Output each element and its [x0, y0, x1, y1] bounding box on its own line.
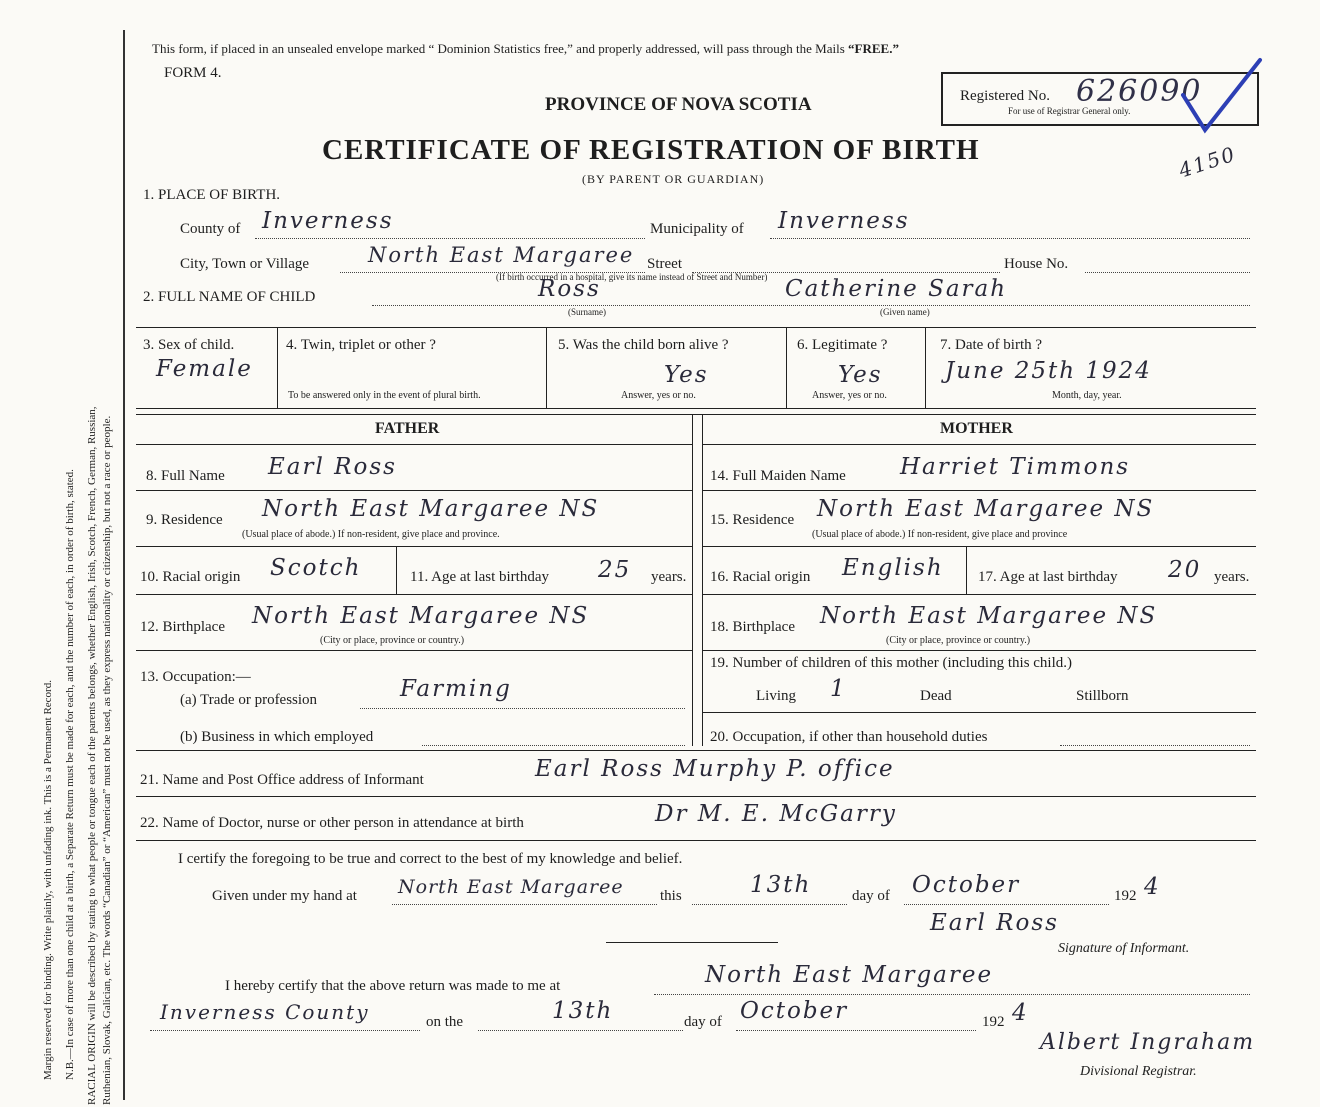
father-age-label: 11. Age at last birthday	[410, 569, 549, 585]
county-line	[255, 238, 645, 239]
sex-value: Female	[156, 356, 253, 382]
certificate-title: CERTIFICATE OF REGISTRATION OF BIRTH	[322, 134, 980, 166]
legitimate-note: Answer, yes or no.	[812, 390, 887, 401]
father-residence-value: North East Margaree NS	[262, 496, 600, 522]
municipality-line	[770, 238, 1250, 239]
father-age-value: 25	[598, 557, 632, 583]
check-mark-icon	[1175, 55, 1265, 135]
province-heading: PROVINCE OF NOVA SCOTIA	[545, 94, 812, 115]
father-age-unit: years.	[651, 569, 687, 585]
house-line	[1085, 272, 1250, 273]
doctor-label: 22. Name of Doctor, nurse or other person in attendance at birth	[140, 815, 524, 831]
mother-residence-value: North East Margaree NS	[817, 496, 1155, 522]
father-heading: FATHER	[375, 420, 440, 437]
row19-rule-right	[702, 712, 1256, 713]
reg-month-line	[736, 1030, 976, 1031]
day-line	[692, 904, 847, 905]
given-place-line	[392, 904, 657, 905]
certify-statement: I certify the foregoing to be true and correct to the best of my knowledge and belief.	[178, 851, 683, 867]
row-divider-1	[277, 327, 278, 408]
year-prefix: 192	[1114, 888, 1137, 904]
father-racial-value: Scotch	[270, 555, 362, 581]
city-value: North East Margaree	[368, 243, 635, 267]
sex-label: 3. Sex of child.	[143, 337, 235, 353]
columns-bottom-rule	[136, 750, 1256, 751]
mother-residence-label: 15. Residence	[710, 512, 795, 528]
given-label: Given under my hand at	[212, 888, 357, 904]
city-label: City, Town or Village	[180, 256, 310, 272]
reg-month-value: October	[740, 998, 849, 1024]
reg-day-value: 13th	[552, 998, 614, 1024]
mother-birthplace-label: 18. Birthplace	[710, 619, 795, 635]
mother-name-value: Harriet Timmons	[900, 454, 1131, 480]
mail-notice: This form, if placed in an unsealed envelope marked “ Dominion Statistics free,” and properly addressed, will pass through the Mails “FREE.”	[152, 41, 899, 56]
registrar-statement: I hereby certify that the above return was made to me at	[225, 978, 561, 994]
month-value: October	[912, 872, 1021, 898]
informant-label: 21. Name and Post Office address of Informant	[140, 772, 424, 788]
trade-label: (a) Trade or profession	[180, 692, 318, 708]
day-of-label: day of	[852, 888, 890, 904]
father-racial-label: 10. Racial origin	[140, 569, 241, 585]
row-divider-4	[925, 327, 926, 408]
living-value: 1	[830, 676, 847, 702]
reg-year-value: 4	[1012, 1000, 1029, 1026]
living-label: Living	[756, 688, 796, 704]
corner-mark: 4150	[1175, 141, 1240, 183]
row18-rule-right	[702, 650, 1256, 651]
mother-residence-note: (Usual place of abode.) If non-resident, give place and province	[812, 529, 1068, 540]
columns-top-rule	[136, 414, 1256, 415]
county-label: County of	[180, 221, 241, 237]
father-residence-note: (Usual place of abode.) If non-resident, give place and province.	[242, 529, 500, 540]
father-birthplace-label: 12. Birthplace	[140, 619, 225, 635]
twin-label: 4. Twin, triplet or other ?	[286, 337, 436, 353]
row-divider-3	[786, 327, 787, 408]
municipality-value: Inverness	[778, 208, 910, 234]
row9-rule-left	[136, 546, 692, 547]
row14-rule-right	[702, 490, 1256, 491]
given-caption: (Given name)	[880, 307, 930, 317]
margin-note-racial-words: Ruthenian, Slovak, Galician, etc. The words “Canadian” or “American” must not be used, as they express nationality or citizenship, but not a race or people.	[101, 415, 113, 1105]
mother-age-divider	[966, 546, 967, 594]
margin-note-racial-origin: RACIAL ORIGIN will be described by stating to what people or tongue each of the parents belongs, whether English, Irish, Scotch, French, German, Russian,	[86, 406, 98, 1105]
registrar-place-value: North East Margaree	[705, 962, 994, 988]
registrar-county-line	[150, 1030, 420, 1031]
registrar-place-line	[654, 994, 1250, 995]
mother-age-label: 17. Age at last birthday	[978, 569, 1118, 585]
hospital-note: (If birth occurred in a hospital, give its name instead of Street and Number)	[496, 272, 768, 282]
mother-name-label: 14. Full Maiden Name	[710, 468, 846, 484]
form-number: FORM 4.	[164, 65, 222, 81]
given-place-value: North East Margaree	[398, 876, 624, 898]
legitimate-label: 6. Legitimate ?	[797, 337, 888, 353]
father-birthplace-value: North East Margaree NS	[252, 603, 590, 629]
column-divider-left	[692, 414, 693, 746]
row-box-top	[136, 327, 1256, 328]
row-divider-2	[546, 327, 547, 408]
dead-label: Dead	[920, 688, 952, 704]
informant-signature-caption: Signature of Informant.	[1058, 941, 1190, 956]
informant-value: Earl Ross Murphy P. office	[535, 756, 895, 782]
place-of-birth-heading: 1. PLACE OF BIRTH.	[143, 187, 281, 203]
trade-value: Farming	[400, 676, 512, 702]
registrar-county-value: Inverness County	[160, 1000, 370, 1024]
legitimate-value: Yes	[838, 362, 883, 388]
alive-note: Answer, yes or no.	[621, 390, 696, 401]
child-name-line	[372, 305, 1250, 306]
child-surname-value: Ross	[538, 276, 601, 302]
doctor-value: Dr M. E. McGarry	[655, 801, 897, 827]
heading-underline-left	[136, 444, 692, 445]
registered-number: 626090	[1076, 74, 1203, 109]
certificate-subtitle: (BY PARENT OR GUARDIAN)	[582, 172, 765, 186]
father-age-divider	[396, 546, 397, 594]
margin-note-binding: Margin reserved for binding. Write plainly, with unfading ink. This is a Permanent Record.	[42, 680, 54, 1080]
row15-rule-right	[702, 546, 1256, 547]
margin-note-plural-birth: N.B.—In case of more than one child at a birth, a Separate Return must be made for each, and the number of each, in order of birth, stated.	[64, 469, 76, 1080]
mother-age-unit: years.	[1214, 569, 1250, 585]
row-box-bottom	[136, 408, 1256, 409]
row21-rule	[136, 796, 1256, 797]
mother-racial-label: 16. Racial origin	[710, 569, 811, 585]
street-label: Street	[647, 256, 682, 272]
trade-line	[360, 708, 685, 709]
father-name-value: Earl Ross	[268, 454, 397, 480]
registrar-caption: Divisional Registrar.	[1080, 1064, 1197, 1079]
alive-value: Yes	[664, 362, 709, 388]
mother-birthplace-note: (City or place, province or country.)	[886, 635, 1031, 646]
dob-label: 7. Date of birth ?	[940, 337, 1043, 353]
heading-underline-right	[702, 444, 1256, 445]
county-value: Inverness	[262, 208, 394, 234]
year-value: 4	[1144, 874, 1161, 900]
row22-rule	[136, 840, 1256, 841]
row8-rule-left	[136, 490, 692, 491]
mother-heading: MOTHER	[940, 420, 1013, 437]
dob-value: June 25th 1924	[945, 358, 1152, 384]
reg-day-line	[478, 1030, 683, 1031]
this-label: this	[660, 888, 682, 904]
row16-rule-right	[702, 594, 1256, 595]
occupation-label: 13. Occupation:—	[140, 669, 251, 685]
father-birthplace-note: (City or place, province or country.)	[320, 635, 465, 646]
informant-signature: Earl Ross	[930, 910, 1059, 936]
row10-rule-left	[136, 594, 692, 595]
twin-note: To be answered only in the event of plural birth.	[288, 390, 481, 401]
mother-age-value: 20	[1168, 557, 1202, 583]
signature-short-rule	[606, 942, 778, 943]
child-given-value: Catherine Sarah	[785, 276, 1008, 302]
business-line	[422, 745, 685, 746]
reg-day-of-label: day of	[684, 1014, 722, 1030]
municipality-label: Municipality of	[650, 221, 744, 237]
binding-margin-rule	[123, 30, 125, 1100]
business-label: (b) Business in which employed	[180, 729, 374, 745]
column-divider-right	[702, 414, 703, 746]
dob-note: Month, day, year.	[1052, 390, 1122, 401]
registrar-use-note: For use of Registrar General only.	[1008, 106, 1131, 116]
father-residence-label: 9. Residence	[146, 512, 223, 528]
stillborn-label: Stillborn	[1076, 688, 1129, 704]
alive-label: 5. Was the child born alive ?	[558, 337, 729, 353]
registrar-signature: Albert Ingraham	[1040, 1030, 1256, 1055]
mother-birthplace-value: North East Margaree NS	[820, 603, 1158, 629]
on-the-label: on the	[426, 1014, 464, 1030]
mother-occupation-line	[1060, 745, 1250, 746]
registered-label: Registered No.	[960, 88, 1050, 104]
mother-occupation-label: 20. Occupation, if other than household duties	[710, 729, 988, 745]
father-name-label: 8. Full Name	[146, 468, 225, 484]
reg-year-prefix: 192	[982, 1014, 1005, 1030]
mother-racial-value: English	[842, 555, 944, 581]
surname-caption: (Surname)	[568, 307, 606, 317]
row12-rule-left	[136, 650, 692, 651]
day-value: 13th	[750, 872, 812, 898]
month-line	[904, 904, 1109, 905]
house-label: House No.	[1004, 256, 1069, 272]
child-name-label: 2. FULL NAME OF CHILD	[143, 289, 316, 305]
mother-children-label: 19. Number of children of this mother (including this child.)	[710, 655, 1073, 671]
